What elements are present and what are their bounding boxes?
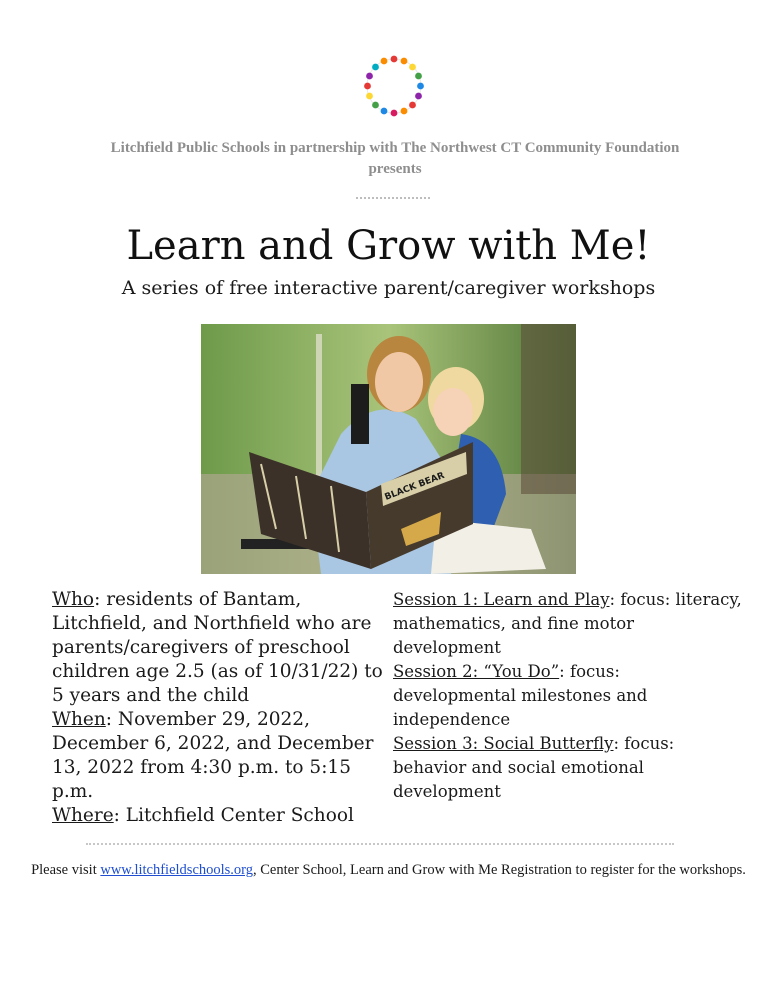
book-title: BLACK BEAR <box>383 470 447 503</box>
when-paragraph <box>52 708 387 804</box>
session-3-text: : focus: behavior and social emotional development <box>393 734 675 801</box>
logo-ring <box>364 56 424 117</box>
where-paragraph <box>52 804 387 828</box>
where-label: Where <box>52 805 114 826</box>
session-1 <box>393 588 743 660</box>
who-text: : residents of Bantam, Litchfield, and Northfield who are parents/caregivers of preschool children age 2.5 (as of 10/31/22) to 5 years and the child <box>52 589 383 706</box>
footer-suffix: , Center School, Learn and Grow with Me Registration to register for the workshops. <box>253 862 746 878</box>
children-circle-logo <box>357 50 431 122</box>
page-title: Learn and Grow with Me! <box>126 223 651 269</box>
session-3 <box>393 732 743 804</box>
session-2 <box>393 660 743 732</box>
footer-prefix: Please visit <box>31 862 101 878</box>
who-label: Who <box>52 589 95 610</box>
session-2-text: : focus: developmental milestones and independence <box>393 662 648 729</box>
where-text: : Litchfield Center School <box>113 805 354 826</box>
session-2-label: Session 2: “You Do” <box>393 662 560 681</box>
divider-short <box>356 197 430 199</box>
school-website-link[interactable]: www.litchfieldschools.org <box>100 862 253 878</box>
session-3-label: Session 3: Social Butterfly <box>393 734 614 753</box>
when-label: When <box>52 709 106 730</box>
registration-note <box>30 860 747 880</box>
page-subtitle: A series of free interactive parent/caregiver workshops <box>121 277 656 299</box>
reading-photo <box>201 324 576 574</box>
session-list <box>393 588 743 804</box>
who-paragraph <box>52 588 387 708</box>
session-1-label: Session 1: Learn and Play <box>393 590 610 609</box>
session-1-text: : focus: literacy, mathematics, and fine motor development <box>393 590 742 657</box>
partnership-header <box>40 138 750 180</box>
when-text: : November 29, 2022, December 6, 2022, and December 13, 2022 from 4:30 p.m. to 5:15 p.m. <box>52 709 374 802</box>
event-details <box>52 588 387 828</box>
presents-text: presents <box>368 161 422 177</box>
partnership-line: Litchfield Public Schools in partnership with The Northwest CT Community Foundation <box>110 140 680 156</box>
divider-long <box>86 843 674 845</box>
